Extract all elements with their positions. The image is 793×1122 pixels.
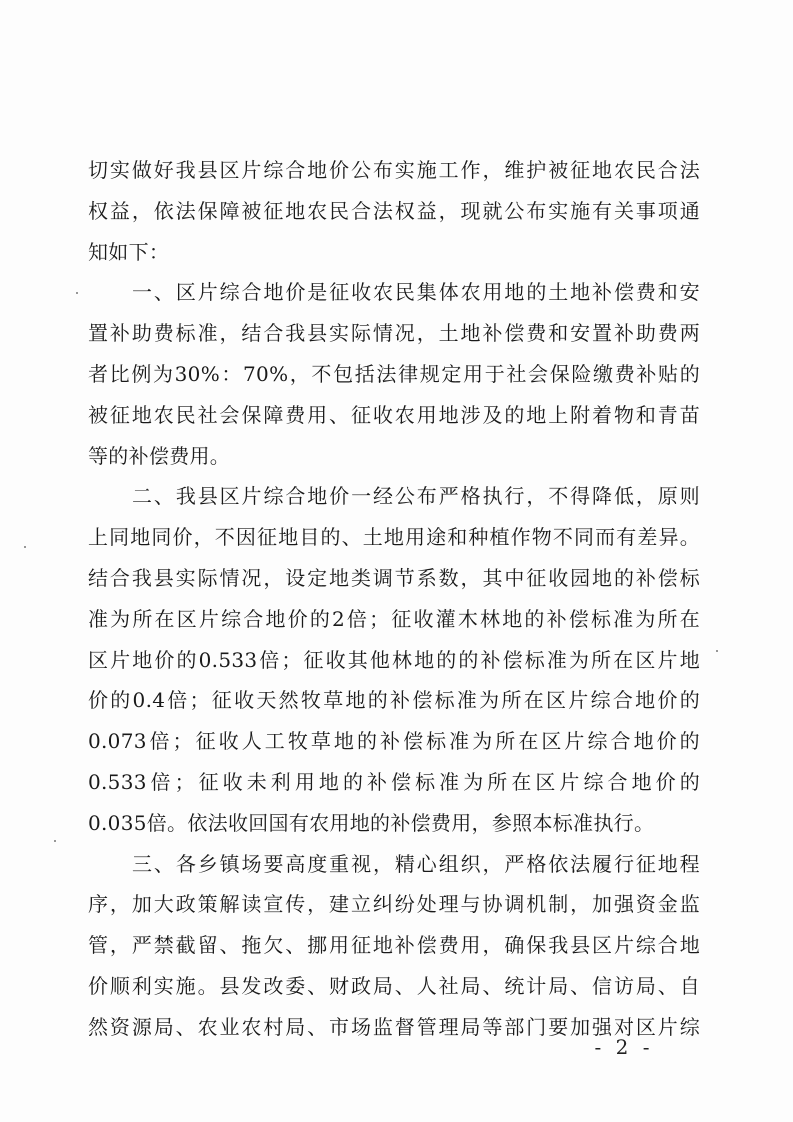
text-line: 0.533倍；征收未利用地的补偿标准为所在区片综合地价的: [88, 769, 700, 794]
text-line: 者比例为30%：70%，不包括法律规定用于社会保险缴费补贴的: [88, 361, 700, 386]
text-line: 切实做好我县区片综合地价公布实施工作，维护被征地农民合法: [88, 158, 700, 182]
text-line: 被征地农民社会保障费用、征收农用地涉及的地上附着物和青苗: [88, 402, 700, 427]
text-line: 价顺利实施。县发改委、财政局、人社局、统计局、信访局、自: [88, 973, 700, 998]
paragraph-one-first-line: 一、区片综合地价是征收农民集体农用地的土地补偿费和安: [132, 280, 700, 305]
scan-speck: [76, 292, 78, 294]
text-line: 等的补偿费用。: [88, 443, 231, 468]
page-number: - 2 -: [594, 1035, 654, 1059]
text-line: 置补助费标准，结合我县实际情况，土地补偿费和安置补助费两: [88, 321, 700, 346]
text-line: 区片地价的0.533倍；征收其他林地的的补偿标准为所在区片地: [88, 647, 700, 672]
text-line: 管，严禁截留、拖欠、挪用征地补偿费用，确保我县区片综合地: [88, 933, 700, 958]
text-line: 上同地同价，不因征地目的、土地用途和种植作物不同而有差异。: [88, 525, 700, 550]
text-line: 价的0.4倍；征收天然牧草地的补偿标准为所在区片综合地价的: [88, 688, 700, 713]
text-line: 结合我县实际情况，设定地类调节系数，其中征收园地的补偿标: [88, 565, 700, 590]
text-line: 序，加大政策解读宣传，建立纠纷处理与协调机制，加强资金监: [88, 892, 700, 917]
text-line: 准为所在区片综合地价的2倍；征收灌木林地的补偿标准为所在: [88, 606, 700, 631]
paragraph-two-first-line: 二、我县区片综合地价一经公布严格执行，不得降低，原则: [132, 484, 700, 509]
text-line: 0.073倍；征收人工牧草地的补偿标准为所在区片综合地价的: [88, 729, 700, 754]
text-line: 权益，依法保障被征地农民合法权益，现就公布实施有关事项通: [88, 198, 700, 223]
paragraph-three-first-line: 三、各乡镇场要高度重视，精心组织，严格依法履行征地程: [132, 851, 700, 876]
scan-speck: [54, 840, 56, 842]
text-line: 然资源局、农业农村局、市场监督管理局等部门要加强对区片综: [88, 1014, 700, 1039]
text-line: 知如下：: [88, 239, 170, 264]
body-text: [88, 150, 700, 1048]
scan-speck: [24, 546, 26, 548]
scan-speck: [716, 650, 718, 652]
text-line: 0.035倍。依法收回国有农用地的补偿费用，参照本标准执行。: [88, 810, 655, 835]
